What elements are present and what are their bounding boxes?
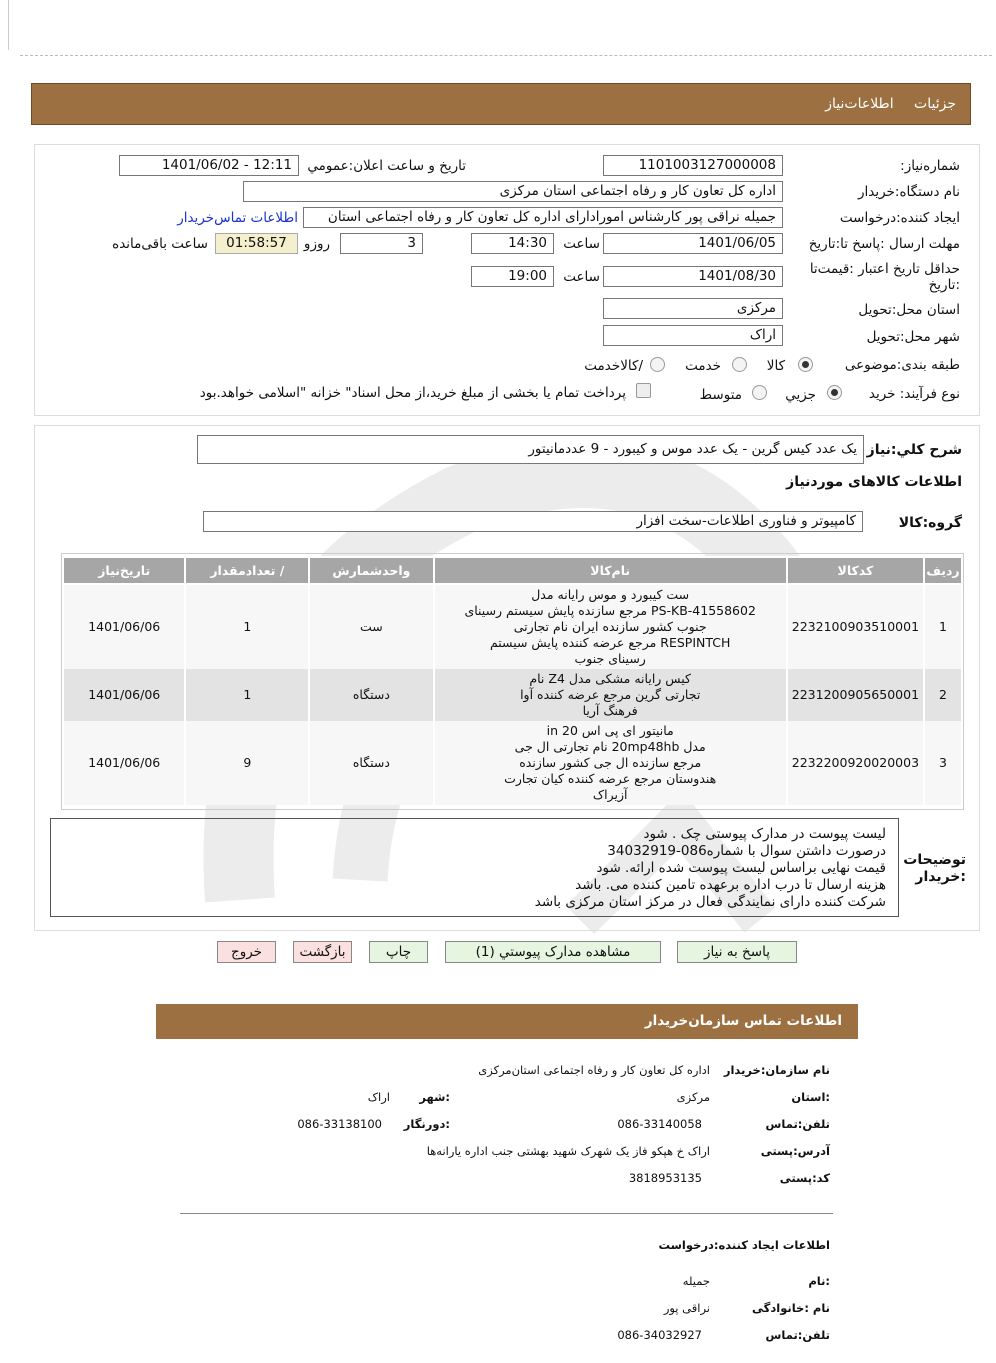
item-name-line: رسینای جنوب <box>574 651 646 666</box>
item-name-line: جنوب کشور سازنده ایران نام تجارتی <box>513 619 707 634</box>
tab-need-info[interactable]: اطلاعات‌نیاز <box>825 96 894 112</box>
item-name-line: آزیراک <box>592 787 628 802</box>
category-label: طبقه بندی‌:موضوعی <box>844 357 960 373</box>
province-label: استان محل‌:تحویل <box>858 302 960 318</box>
deadline-label: مهلت ارسال ‌:پاسخ تا‌:تاریخ <box>808 236 960 252</box>
contact-phone-value: 086-33140058 <box>617 1117 702 1131</box>
item-name-line: مدل 20mp48hb نام تجارتی ال جی <box>514 739 706 754</box>
creator-name-label: :نام <box>808 1274 830 1288</box>
item-name-line: مرجع سازنده ال جی کشور سازنده <box>519 755 702 770</box>
creator-field: جمیله نراقی پور کارشناس امورادارای اداره کل تعاون کار و رفاه اجتماعی استان <box>303 207 783 228</box>
creator-label: ایجاد کننده‌:درخواست <box>839 210 960 226</box>
validity-time-label: ساعت <box>563 269 600 285</box>
print-button[interactable]: چاپ <box>369 941 428 963</box>
contact-phone-label: تلفن‌:تماس <box>765 1117 830 1131</box>
process-minor-radio[interactable] <box>827 385 842 400</box>
item-name-line: PS-KB-41558602 مرجع سازنده پایش سیستم رسینای <box>464 603 756 618</box>
item-name-line: هندوستان مرجع عرضه کننده کیان تجارت <box>504 771 717 786</box>
group-label: گروه:کالا <box>898 515 962 531</box>
notes-box <box>50 818 899 917</box>
deadline-time-label: ساعت <box>563 236 600 252</box>
item-name-line: مانیتور ای پی اس 20 in <box>546 723 674 738</box>
contact-org-value: اداره کل تعاون کار و رفاه اجتماعی استان‌مرکزی <box>478 1063 710 1077</box>
summary-field: یک عدد کیس گرین - یک عدد موس و کیبورد - 9 عددمانیتور <box>197 435 864 464</box>
page-edge-line <box>8 0 9 50</box>
col-code-header: کدکالا <box>787 557 924 584</box>
contact-banner: اطلاعات تماس سازمان‌خریدار <box>156 1004 858 1039</box>
contact-city-label: :شهر <box>419 1090 450 1104</box>
item-name-line: فرهنگ آریا <box>582 703 638 718</box>
item-name <box>434 669 787 721</box>
days-label: روزو <box>303 236 330 252</box>
category-goods-service-radio[interactable] <box>650 357 665 372</box>
note-line: لیست پیوست در مدارک پیوستی چک . شود <box>643 826 886 842</box>
buyer-org-field: اداره کل تعاون کار و رفاه اجتماعی استان مرکزی <box>243 181 783 202</box>
item-unit: دستگاه <box>309 721 433 805</box>
row-index: 3 <box>924 721 962 805</box>
item-code: 2232100903510001 <box>787 584 924 669</box>
goods-info-title: اطلاعات کالاهای موردنیاز <box>786 474 962 490</box>
col-name-header: نام‌کالا <box>434 557 787 584</box>
deadline-time-field: 14:30 <box>471 233 554 254</box>
process-medium-label: متوسط <box>699 387 742 403</box>
city-label: شهر محل‌:تحویل <box>866 329 960 345</box>
validity-time-field: 19:00 <box>471 266 554 287</box>
need-number-field: 1101003127000008 <box>603 155 783 176</box>
row-index: 1 <box>924 584 962 669</box>
category-goods-radio[interactable] <box>798 357 813 372</box>
group-field: کامپیوتر و فناوری اطلاعات-سخت افزار <box>203 511 863 532</box>
top-divider <box>20 55 992 56</box>
contact-fax-label: :دورنگار <box>403 1117 450 1131</box>
days-field: 3 <box>340 233 423 254</box>
item-name-line: ست کیبورد و موس رایانه مدل <box>531 587 690 602</box>
exit-button[interactable]: خروج <box>217 941 276 963</box>
buyer-contact-link[interactable]: اطلاعات تماس‌خریدار <box>177 210 298 226</box>
col-unit-header: واحدشمارش <box>309 557 433 584</box>
item-date: 1401/06/06 <box>63 721 185 805</box>
note-line: درصورت داشتن سوال با شماره086-34032919 <box>607 843 886 859</box>
item-qty: 1 <box>185 584 309 669</box>
validity-label-2: :تاریخ <box>928 277 960 293</box>
col-row-header: ردیف <box>924 557 962 584</box>
row-index: 2 <box>924 669 962 721</box>
item-code: 2231200905650001 <box>787 669 924 721</box>
contact-org-label: نام سازمان‌:خریدار <box>723 1063 830 1077</box>
category-service-radio[interactable] <box>732 357 747 372</box>
payment-note: پرداخت تمام یا بخشی از مبلغ خرید،از محل اسناد" خزانه "اسلامی خواهد.بود <box>199 385 626 401</box>
col-qty-header: / تعدادمقدار <box>185 557 309 584</box>
category-goods-service-label: /کالاخدمت <box>584 358 643 374</box>
item-name-line: کیس رایانه مشکی مدل Z4 نام <box>529 671 691 686</box>
contact-province-value: مرکزی <box>676 1090 710 1104</box>
tab-details[interactable]: جزئیات <box>914 96 956 112</box>
creator-phone-label: تلفن‌:تماس <box>765 1328 830 1342</box>
process-label: نوع فرآیند: خرید <box>868 386 960 402</box>
item-name <box>434 721 787 805</box>
notes-label-2: :خریدار <box>915 869 966 885</box>
province-field: مرکزی <box>603 298 783 319</box>
city-field: اراک <box>603 325 783 346</box>
notes-label-1: توضیحات <box>903 852 966 868</box>
announce-label: تاریخ و ساعت اعلان‌:عمومي <box>307 158 466 174</box>
buyer-org-label: نام دستگاه‌:خریدار <box>857 184 960 200</box>
item-date: 1401/06/06 <box>63 669 185 721</box>
items-table <box>62 556 963 805</box>
deadline-date-field: 1401/06/05 <box>603 233 783 254</box>
summary-label: شرح کلي:نیاز <box>866 442 962 458</box>
creator-family-value: نراقی پور <box>663 1301 710 1315</box>
note-line: شرکت کننده دارای نمایندگی فعال در مرکز استان مرکزی باشد <box>534 894 886 910</box>
creator-family-label: نام :خانوادگی <box>752 1301 830 1315</box>
col-date-header: تاریخ‌نیاز <box>63 557 185 584</box>
view-documents-button[interactable]: مشاهده مدارک پیوستي (1) <box>445 941 661 963</box>
header-banner <box>31 83 971 125</box>
item-date: 1401/06/06 <box>63 584 185 669</box>
contact-divider <box>180 1213 833 1214</box>
announce-field: 1401/06/02 - 12:11 <box>119 155 299 176</box>
contact-fax-value: 086-33138100 <box>297 1117 382 1131</box>
category-service-label: خدمت <box>685 358 721 374</box>
creator-section-title: اطلاعات ایجاد کننده‌:درخواست <box>658 1238 830 1252</box>
table-row[interactable] <box>63 669 962 721</box>
contact-city-value: اراک <box>367 1090 390 1104</box>
process-minor-label: جزيي <box>785 387 816 403</box>
validity-date-field: 1401/08/30 <box>603 266 783 287</box>
item-name <box>434 584 787 669</box>
contact-address-value: اراک خ هپکو فاز یک شهرک شهید بهشتی جنب اداره یارانه‌ها <box>426 1144 710 1158</box>
item-code: 2232200920020003 <box>787 721 924 805</box>
creator-name-value: جمیله <box>682 1274 710 1288</box>
remaining-label: ساعت باقی‌مانده <box>112 236 208 252</box>
item-name-line: تجارتی گرین مرجع عرضه کننده آوا <box>520 687 701 702</box>
contact-province-label: :استان <box>791 1090 830 1104</box>
item-name-line: RESPINTCH مرجع عرضه کننده پایش سیستم <box>489 635 731 650</box>
item-unit: ست <box>309 584 433 669</box>
note-line: هزینه ارسال تا درب اداره برعهده تامین کننده می. باشد <box>575 877 886 893</box>
reply-button[interactable]: پاسخ به نیاز <box>677 941 797 963</box>
process-medium-radio[interactable] <box>752 385 767 400</box>
item-unit: دستگاه <box>309 669 433 721</box>
creator-phone-value: 086-34032927 <box>617 1328 702 1342</box>
table-header-row <box>63 557 962 584</box>
item-qty: 1 <box>185 669 309 721</box>
table-row[interactable] <box>63 721 962 805</box>
payment-checkbox[interactable] <box>636 383 651 398</box>
back-button[interactable]: بازگشت <box>293 941 352 963</box>
note-line: قیمت نهایی براساس لیست پیوست شده ارائه. شود <box>596 860 886 876</box>
table-row[interactable] <box>63 584 962 669</box>
contact-postal-value: 3818953135 <box>628 1171 702 1185</box>
contact-postal-label: کد‌:پستی <box>779 1171 830 1185</box>
contact-address-label: آدرس‌:پستی <box>760 1144 830 1158</box>
validity-label-1: حداقل تاریخ اعتبار ‌:قیمت‌تا <box>809 261 960 277</box>
category-goods-label: کالا <box>766 358 785 374</box>
need-number-label: شماره‌نیاز: <box>900 158 960 174</box>
remaining-timer: 01:58:57 <box>215 233 298 254</box>
item-qty: 9 <box>185 721 309 805</box>
